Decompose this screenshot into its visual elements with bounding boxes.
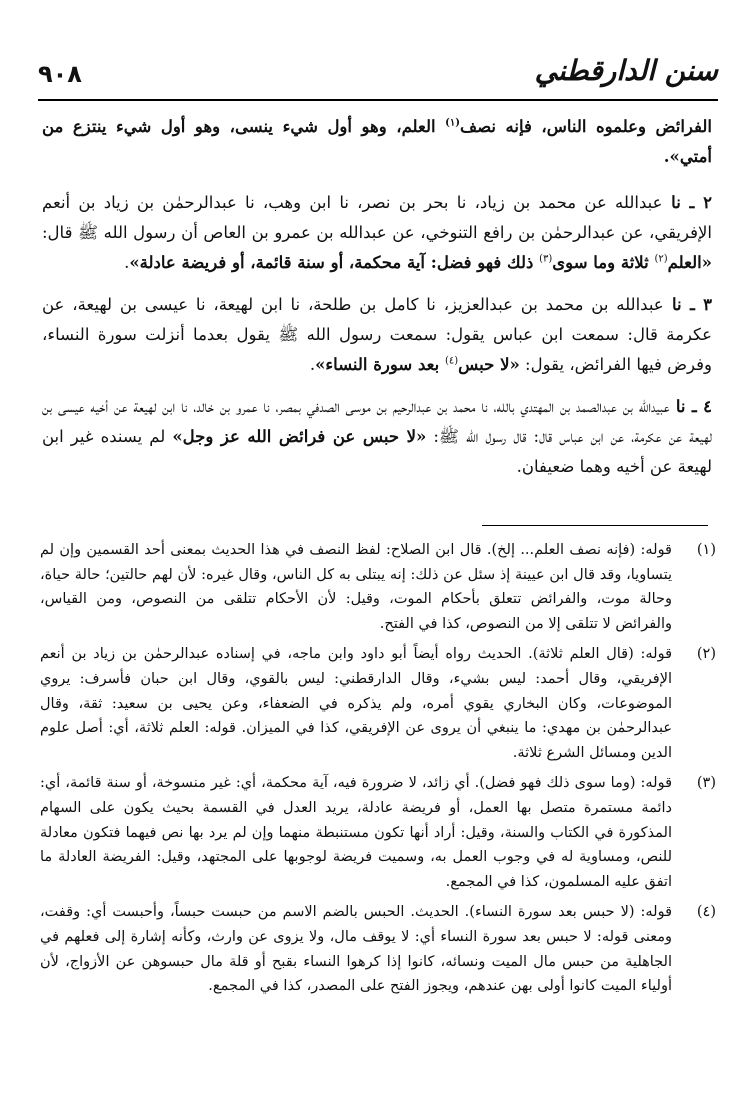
footnote-text: قوله: (قال العلم ثلاثة). الحديث رواه أيضاً أبو داود وابن ماجه، في إسناده عبدالرحمٰن بن زياد بن أنعم الإفريقي، وقال أحمد: ليس بشيء، وقال الدارقطني: ليس بالقوي، وقال ابن حبان فأسرف: يروي الموضوعات، وكان البخاري يقوي أمره، ولم يذكره في الضعفاء، وعن يحيى بن سعيد: ثقة، وقال عبدالرحمٰن بن مهدي: ما ينبغي أن يروى عن الإفريقي، كذا في الميزان. قوله: العلم ثلاثة، أي: أصل علوم الدين ومسائل الشرع ثلاثة. <box>40 646 672 761</box>
footnotes <box>40 538 716 1005</box>
hadith-4-number: ٤ ـ <box>691 397 712 416</box>
footnote-ref-2: (٢) <box>654 253 668 265</box>
hadith-4-na: نا <box>669 397 692 416</box>
footnote-ref-3: (٣) <box>539 253 553 265</box>
continued-hadith <box>42 112 712 172</box>
hadith-4-rest: لم يسنده غير ابن لهيعة عن أخيه وهما ضعيفان. <box>42 427 712 476</box>
footnote-ref-1: (١) <box>445 117 460 129</box>
hadith-3-matn-1: «لا حبس <box>458 355 520 374</box>
page-number: ٩٠٨ <box>38 60 82 88</box>
footnote-text: قوله: (فإنه نصف العلم... إلخ). قال ابن الصلاح: لفظ النصف في هذا الحديث بمعنى أحد القسمين وإن لم يتساويا، وقد قال ابن عيينة إذ سئل عن ذلك: إنه يبتلى به كل الناس، وقال غيره: لأن لهم حالتين؛ حالة حياة، وحالة موت، والفرائض تتعلق بأحكام الموت، وقيل: لأن الأحكام تتلقى من النصوص، ومن القياس، والفرائض لا تتلقى إلا من النصوص، كذا في الفتح. <box>40 542 672 632</box>
hadith-3: ٣ ـ نا عبدالله بن محمد بن عبدالعزيز، نا كامل بن طلحة، نا ابن لهيعة، نا عيسى بن لهيعة، عن عكرمة قال: سمعت ابن عباس يقول: سمعت رسول الله ﷺ يقول بعدما أنزلت سورة النساء، وفرض فيها الفرائض، يقول: «لا حبس$^{(٤)}$ بعد سورة النساء». <box>42 295 712 374</box>
header-rule <box>38 99 718 101</box>
hadith-3-chain: عبدالله بن محمد بن عبدالعزيز، نا كامل بن طلحة، نا ابن لهيعة، نا عيسى بن لهيعة، عن عكرمة قال: سمعت ابن عباس يقول: سمعت رسول الله ﷺ يقول بعدما أنزلت سورة النساء، وفرض فيها الفرائض، يقول: <box>42 295 712 374</box>
hadith-4-matn: «لا حبس عن فرائض الله عز وجل» <box>172 427 427 446</box>
footnote-text: قوله: (لا حبس بعد سورة النساء). الحديث. الحبس بالضم الاسم من حبست حبساً، وأحبست أي: وقفت، ومعنى قوله: لا حبس بعد سورة النساء أي: لا يوقف مال، ولا يزوى عن وارث، وكأنه إشارة إلى فعلهم في الجاهلية من حبس مال الميت ونسائه، كانوا إذا كرهوا النساء بقبح أو قلة مال حبسوهن عن الأزواج، لأن أولياء الميت كانوا أولى بهن عندهم، ويجوز الفتح على المصدر، كذا في المجمع. <box>40 904 672 995</box>
hadith-2: ٢ ـ نا عبدالله عن محمد بن زياد، نا بحر بن نصر، نا ابن وهب، نا عبدالرحمٰن بن زياد بن أنعم الإفريقي، عن عبدالرحمٰن بن رافع التنوخي، عن عبدالله بن عمرو بن العاص أن رسول الله ﷺ قال: «العلم$^{(٢)}$ ثلاثة وما سوى$^{(٣)}$ ذلك فهو فضل: آية محكمة، أو سنة قائمة، أو فريضة عادلة». <box>42 193 712 272</box>
footnote-number: (٣) <box>696 775 716 792</box>
main-text <box>42 112 712 494</box>
footnote-4 <box>40 900 716 998</box>
footnote-number: (١) <box>696 542 716 558</box>
footnote-number: (٢) <box>696 646 716 663</box>
continued-text: الفرائض وعلموه الناس، فإنه نصف <box>459 117 712 136</box>
running-header <box>38 54 718 104</box>
hadith-3-matn-2: بعد سورة النساء» <box>315 355 445 374</box>
hadith-4-chain: عبيدالله بن عبدالصمد بن المهتدي بالله، نا محمد بن عبدالرحيم بن موسى الصدفي بمصر، نا عمرو بن خالد، نا ابن لهيعة عن أخيه عيسى بن لهيعة عن عكرمة، عن ابن عباس قال: قال رسول الله ﷺ: <box>42 397 712 446</box>
footnote-1 <box>40 538 716 636</box>
footnote-ref-4: (٤) <box>444 355 459 367</box>
footnote-3 <box>40 771 716 894</box>
footnote-separator <box>482 525 708 526</box>
hadith-2-matn-2: ثلاثة وما سوى <box>552 253 655 272</box>
footnote-number: (٤) <box>696 904 716 921</box>
footnote-2 <box>40 642 716 765</box>
hadith-3-na: نا <box>663 295 690 314</box>
book-title: سنن الدارقطني <box>534 54 718 87</box>
hadith-2-na: نا <box>662 193 690 212</box>
hadith-4 <box>42 392 712 482</box>
hadith-3-number: ٣ ـ <box>689 295 712 314</box>
footnote-text: قوله: (وما سوى ذلك فهو فضل). أي زائد، لا ضرورة فيه، آية محكمة، أي: غير منسوخة، أو سنة قائمة، أي: دائمة مستمرة متصل بها العمل، أو فريضة عادلة، يريد العدل في القسمة بحيث يكون على السهام المذكورة في الكتاب والسنة، وقيل: أراد أنها تكون مستنبطة منهما وإن لم يرد بها نص فيهما فتكون معادلة للنص، ومساوية له في وجوب العمل به، وسميت فريضة لوجوبها على المجتهد، وقيل: الفريضة العادلة ما اتفق عليه المسلمون، كذا في المجمع. <box>40 775 672 890</box>
hadith-2-chain: عبدالله عن محمد بن زياد، نا بحر بن نصر، نا ابن وهب، نا عبدالرحمٰن بن زياد بن أنعم الإفريقي، عن عبدالرحمٰن بن رافع التنوخي، عن عبدالله بن عمرو بن العاص أن رسول الله ﷺ قال: <box>42 193 712 242</box>
hadith-2-number: ٢ ـ <box>689 193 712 212</box>
hadith-2-matn-1: «العلم <box>667 253 712 272</box>
continued-rest: العلم، وهو أول شيء ينسى، وهو أول شيء ينتزع من أمتي». <box>42 117 712 166</box>
hadith-2-matn-3: ذلك فهو فضل: آية محكمة، أو سنة قائمة، أو فريضة عادلة» <box>129 253 540 272</box>
